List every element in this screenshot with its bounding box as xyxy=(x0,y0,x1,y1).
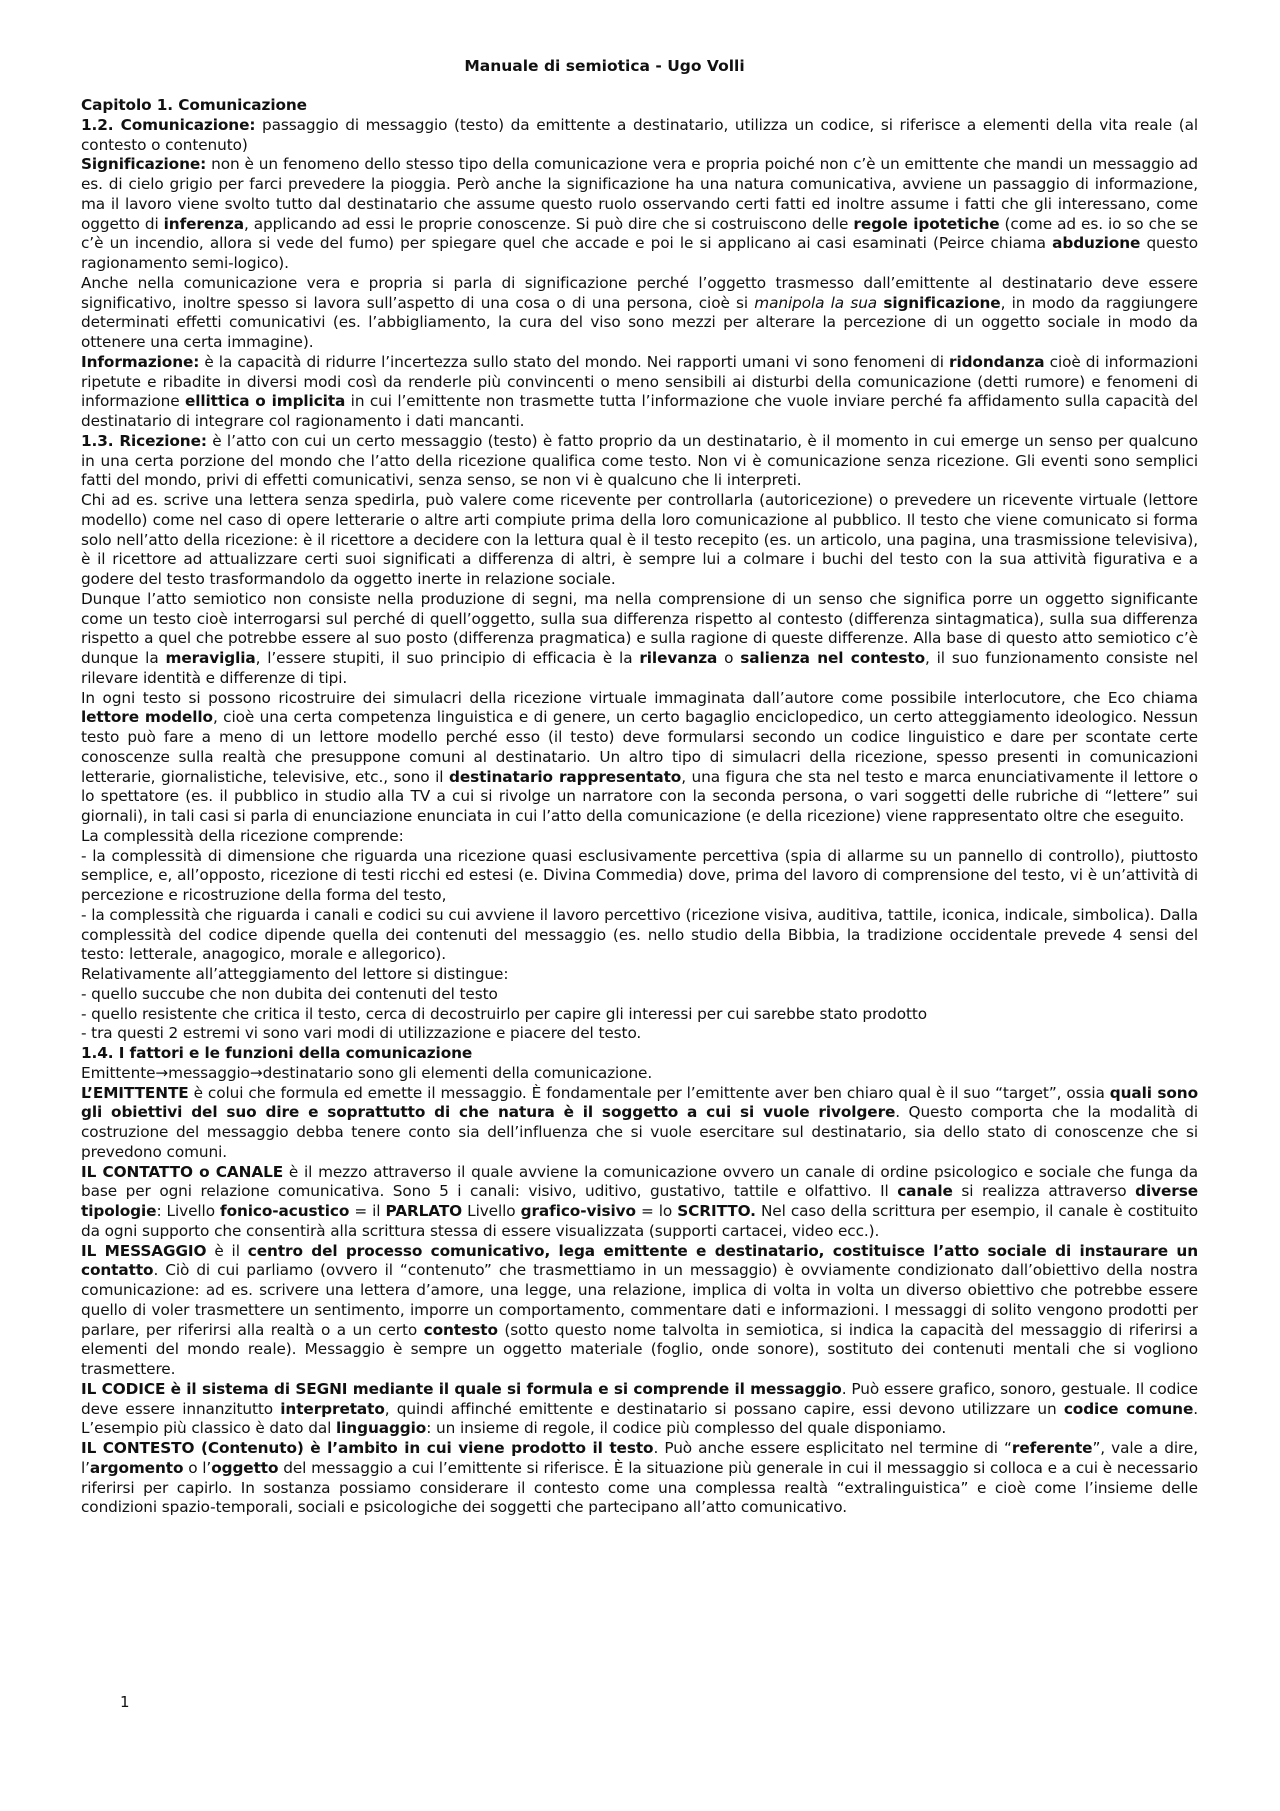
bold-text: 1.2. Comunicazione: xyxy=(81,115,256,134)
bold-text: IL CONTESTO (Contenuto) è l’ambito in cui viene prodotto il testo xyxy=(81,1439,654,1457)
paragraph xyxy=(81,1064,1198,1084)
paragraph xyxy=(81,985,1198,1005)
bold-text: IL MESSAGGIO xyxy=(81,1241,207,1260)
paragraph xyxy=(81,1005,1198,1025)
text-run: passaggio di messaggio (testo) da emittente a destinatario, utilizza un codice, si riferisce a elementi della vita reale (al contesto o contenuto) xyxy=(81,115,1198,154)
text-run: , quindi affinché emittente e destinatario si possano capire, essi devono utilizzare un xyxy=(384,1399,1064,1418)
text-run: è la capacità di ridurre l’incertezza sullo stato del mondo. Nei rapporti umani vi sono fenomeni di xyxy=(199,352,949,371)
text-run: si realizza attraverso xyxy=(952,1182,1136,1201)
text-run: : Livello xyxy=(156,1202,221,1220)
paragraph xyxy=(81,1084,1198,1163)
bold-text: inferenza xyxy=(163,214,244,233)
bold-text: IL CODICE è il sistema di SEGNI mediante il quale si formula e si comprende il messaggio xyxy=(81,1379,842,1398)
bold-text: Capitolo 1. Comunicazione xyxy=(81,96,307,114)
bold-text: codice comune xyxy=(1063,1399,1194,1418)
text-run: non è un fenomeno dello stesso tipo della comunicazione vera e propria poiché non c’è un emittente che mandi un messaggio ad es. di cielo grigio per farci prevedere la pioggia. Però anche la significazione ha una natura comunicativa, avviene un passaggio di informazione, ma il lavoro viene svolto tutto dal destinatario che assume questo ruolo osservando certi fatti ed inoltre assume i fatti che gli interessano, come oggetto di xyxy=(81,155,1198,233)
text-run: , l’essere stupiti, il suo principio di efficacia è la xyxy=(255,649,640,667)
text-run: del messaggio a cui l’emittente si riferisce. È la situazione più generale in cui il messaggio si colloca e a cui è necessario riferirsi per capirlo. In sostanza possiamo considerare il contesto come una complessa realtà “extralinguistica” e cioè come l’insieme delle condizioni spazio-temporali, sociali e psicologiche dei soggetti che partecipano all’atto comunicativo. xyxy=(81,1458,1198,1517)
bold-text: Informazione: xyxy=(81,352,200,371)
text-run: . Può anche essere esplicitato nel termine di “ xyxy=(653,1439,1012,1457)
text-run: Livello xyxy=(462,1202,521,1220)
text-run: , il suo funzionamento consiste nel rilevare identità e differenze di tipi. xyxy=(81,649,1199,687)
paragraph xyxy=(81,353,1198,432)
paragraph xyxy=(81,432,1198,491)
bold-text: significazione xyxy=(883,293,1001,312)
bold-text: PARLATO xyxy=(385,1202,463,1220)
paragraph xyxy=(81,116,1198,156)
text-run: - la complessità di dimensione che riguarda una ricezione quasi esclusivamente percettiva (spia di allarme su un pannello di controllo), piuttosto semplice, e, all’opposto, ricezione di testi ricchi ed estesi (e. Divina Commedia) dove, prima del lavoro di comprensione del testo, vi è un’attività di percezione e ricostruzione della forma del testo, xyxy=(81,846,1198,904)
text-run: (sotto questo nome talvolta in semiotica, si indica la capacità del messaggio di riferirsi a elementi del mondo reale). Messaggio è sempre un oggetto materiale (foglio, onde sonore), sostituto dei contenuti mentali che si vogliono trasmettere. xyxy=(81,1320,1198,1378)
bold-text: diverse tipologie xyxy=(81,1182,1198,1220)
text-run: Anche nella comunicazione vera e propria si parla di significazione perché l’oggetto trasmesso dall’emittente al destinatario deve essere significativo, inoltre spesso si lavora sull’aspetto di una cosa o di una persona, cioè si xyxy=(81,273,1198,312)
bold-text: centro del processo comunicativo, lega emittente e destinatario, costituisce l’atto sociale di instaurare un contatto xyxy=(81,1241,1198,1280)
text-run: è il mezzo attraverso il quale avviene la comunicazione ovvero un canale di ordine psicologico e sociale che funga da base per ogni relazione comunicativa. Sono 5 i canali: visivo, uditivo, gustativo, tattile e olfattivo. Il xyxy=(81,1162,1198,1201)
bold-text: meraviglia xyxy=(165,649,256,667)
text-run: Dunque l’atto semiotico non consiste nella produzione di segni, ma nella comprensione di un senso che significa porre un oggetto significante come un testo cioè interrogarsi sul perché di quell’oggetto, sulla sua differenza rispetto al contesto (differenza sintagmatica), sulla sua differenza rispetto a quel che potrebbe essere al suo posto (differenza pragmatica) e sulla ragione di queste differenze. Alla base di questo atto semiotico c’è dunque la xyxy=(81,589,1198,667)
bold-text: regole ipotetiche xyxy=(853,214,1000,233)
text-run: - la complessità che riguarda i canali e codici su cui avviene il lavoro percettivo (ricezione visiva, auditiva, tattile, iconica, indicale, simbolica). Dalla complessità del codice dipende quella dei contenuti del messaggio (es. nello studio della Bibbia, la tradizione occidentale prevede 4 sensi del testo: letterale, anagogico, morale e allegorico). xyxy=(81,905,1198,964)
text-run: - tra questi 2 estremi vi sono vari modi di utilizzazione e piacere del testo. xyxy=(81,1024,642,1043)
text-run: ”, vale a dire, l’ xyxy=(81,1439,1198,1477)
text-run: , in modo da raggiungere determinati effetti comunicativi (es. l’abbigliamento, la cura del viso sono mezzi per alterare la percezione di un oggetto sociale in modo da ottenere una certa immagine). xyxy=(81,293,1198,351)
paragraph xyxy=(81,1242,1198,1380)
text-run: (come ad es. io so che se c’è un incendio, allora si vede del fumo) per spiegare quel che accade e poi le si applicano ai casi esaminati (Peirce chiama xyxy=(81,214,1198,253)
text-run: . Questo comporta che la modalità di costruzione del messaggio debba tenere conto sia dell’influenza che si vuole esercitare sul destinatario, sia dello stato di conoscenze che si prevedono comuni. xyxy=(81,1103,1198,1161)
paragraph xyxy=(81,590,1198,689)
paragraph xyxy=(81,491,1198,590)
bold-text: grafico-visivo xyxy=(520,1202,636,1220)
text-run: è colui che formula ed emette il messaggio. È fondamentale per l’emittente aver ben chiaro qual è il suo “target”, ossia xyxy=(188,1083,1110,1102)
text-run: o l’ xyxy=(183,1458,212,1477)
bold-text: canale xyxy=(897,1182,953,1201)
paragraph xyxy=(81,1044,1198,1064)
bold-text: fonico-acustico xyxy=(220,1202,350,1220)
bold-text: 1.4. I fattori e le funzioni della comunicazione xyxy=(81,1044,473,1062)
text-run: , applicando ad essi le proprie conoscenze. Si può dire che si costruiscono delle xyxy=(243,214,854,233)
document-page xyxy=(81,56,1198,1518)
text-run: questo ragionamento semi-logico). xyxy=(81,234,1198,272)
italic-text: manipola la sua xyxy=(754,293,884,312)
bold-text: salienza nel contesto xyxy=(740,649,926,667)
text-run: = il xyxy=(349,1202,386,1220)
paragraph xyxy=(81,96,1198,116)
paragraph xyxy=(81,689,1198,827)
text-run: La complessità della ricezione comprende: xyxy=(81,826,404,845)
bold-text: linguaggio xyxy=(336,1419,427,1438)
bold-text: referente xyxy=(1011,1439,1093,1457)
document-title: Manuale di semiotica - Ugo Volli xyxy=(464,57,745,75)
text-run: : un insieme di regole, il codice più complesso del quale disponiamo. xyxy=(426,1419,947,1438)
text-run: Nel caso della scrittura per esempio, il canale è costituito da ogni supporto che consentirà alla scrittura stessa di essere visualizzata (supporti cartacei, video ecc.). xyxy=(81,1202,1198,1240)
bold-text: ridondanza xyxy=(949,352,1045,371)
text-run: , cioè una certa competenza linguistica e di genere, un certo bagaglio enciclopedico, un certo atteggiamento ideologico. Nessun testo può fare a meno di un lettore modello perché esso (il testo) deve formularsi secondo un codice linguistico e dare per scontate certe conoscenze sulla realtà che presuppone comuni al destinatario. Un altro tipo di simulacri della ricezione, spesso presenti in comunicazioni letterarie, giornalistiche, televisive, etc., sono il xyxy=(81,708,1198,786)
bold-text: rilevanza xyxy=(639,649,718,667)
text-run: . Ciò di cui parliamo (ovvero il “contenuto” che trasmettiamo in un messaggio) è ovviamente condizionato dall’obiettivo della nostra comunicazione: ad es. scrivere una lettera d’amore, una legge, una relazione, implica di volta in volta un diverso obiettivo che potrebbe essere quello di voler trasmettere un sentimento, imporre un comportamento, commentare dati e informazioni. I messaggi di solito vengono prodotti per parlare, per riferirsi alla realtà o a un certo xyxy=(81,1261,1198,1339)
paragraph xyxy=(81,965,1198,985)
bold-text: oggetto xyxy=(211,1458,279,1477)
bold-text: argomento xyxy=(89,1458,184,1477)
text-run: , una figura che sta nel testo e marca enunciativamente il lettore o lo spettatore (es. il pubblico in studio alla TV a cui si rivolge un narratore con la seconda persona, o vari soggetti delle rubriche di “lettere” sui giornali), in tali casi si parla di enunciazione enunciata in cui l’atto della comunicazione (e della ricezione) viene rappresentato oltre che eseguito. xyxy=(81,767,1198,825)
bold-text: SCRITTO. xyxy=(677,1202,756,1220)
bold-text: Significazione: xyxy=(81,155,207,174)
paragraph xyxy=(81,827,1198,847)
text-run: è il xyxy=(206,1241,248,1260)
text-run: - quello resistente che critica il testo, cerca di decostruirlo per capire gli interessi per cui sarebbe stato prodotto xyxy=(81,1004,928,1023)
text-run: o xyxy=(717,649,741,667)
text-run: = lo xyxy=(635,1202,678,1220)
paragraph xyxy=(81,847,1198,906)
bold-text: ellittica o implicita xyxy=(184,392,346,411)
bold-text: lettore modello xyxy=(81,708,213,727)
text-run: Relativamente all’atteggiamento del lettore si distingue: xyxy=(81,965,509,983)
text-run: . L’esempio più classico è dato dal xyxy=(81,1399,1198,1438)
bold-text: quali sono gli obiettivi del suo dire e soprattutto di che natura è il soggetto a cui si vuole rivolgere xyxy=(81,1083,1198,1122)
bold-text: IL CONTATTO o CANALE xyxy=(81,1162,284,1181)
paragraph xyxy=(81,1439,1198,1518)
bold-text: interpretato xyxy=(280,1399,385,1418)
paragraph xyxy=(81,274,1198,353)
paragraph xyxy=(81,155,1198,274)
text-run: è l’atto con cui un certo messaggio (testo) è fatto proprio da un destinatario, è il momento in cui emerge un senso per qualcuno in una certa porzione del mondo che l’atto della ricezione qualifica come testo. Non vi è comunicazione senza ricezione. Gli eventi sono semplici fatti del mondo, privi di effetti comunicativi, senza senso, se non vi è qualcuno che li interpreti. xyxy=(81,431,1198,490)
text-run: in cui l’emittente non trasmette tutta l’informazione che vuole inviare perché fa affidamento sulla capacità del destinatario di integrare col ragionamento i dati mancanti. xyxy=(81,392,1198,430)
text-run: Emittente→messaggio→destinatario sono gli elementi della comunicazione. xyxy=(81,1063,653,1082)
paragraph xyxy=(81,906,1198,965)
text-run: In ogni testo si possono ricostruire dei simulacri della ricezione virtuale immaginata dall’autore come possibile interlocutore, che Eco chiama xyxy=(81,688,1198,707)
bold-text: 1.3. Ricezione: xyxy=(81,431,207,450)
paragraph xyxy=(81,1380,1198,1439)
page-number: 1 xyxy=(120,1693,130,1711)
paragraph xyxy=(81,1024,1198,1044)
text-run: cioè di informazioni ripetute e ribadite in diversi modi così da renderle più convincenti o meno sensibili ai disturbi della comunicazione (detti rumore) e fenomeni di informazione xyxy=(81,352,1198,411)
bold-text: abduzione xyxy=(1052,234,1141,253)
bold-text: contesto xyxy=(423,1320,498,1339)
bold-text: L’EMITTENTE xyxy=(81,1083,189,1102)
text-run: - quello succube che non dubita dei contenuti del testo xyxy=(81,984,498,1003)
paragraph xyxy=(81,1163,1198,1242)
document-body xyxy=(81,96,1198,1518)
text-run: Chi ad es. scrive una lettera senza spedirla, può valere come ricevente per controllarla (autoricezione) o prevedere un ricevente virtuale (lettore modello) come nel caso di opere letterarie o altre arti compiute prima della loro comunicazione al pubblico. Il testo che viene comunicato si forma solo nell’atto della ricezione: è il ricettore a decidere con la lettura qual è il testo recepito (es. un articolo, una pagina, una trasmissione televisiva), è il ricettore ad attualizzare certi suoi significati a differenza di altri, è sempre lui a colmare i buchi del testo con la sua attività figurativa e a godere del testo trasformandolo da oggetto inerte in relazione sociale. xyxy=(81,491,1198,588)
bold-text: destinatario rappresentato xyxy=(449,767,682,786)
text-run: . Può essere grafico, sonoro, gestuale. Il codice deve essere innanzitutto xyxy=(81,1379,1198,1418)
